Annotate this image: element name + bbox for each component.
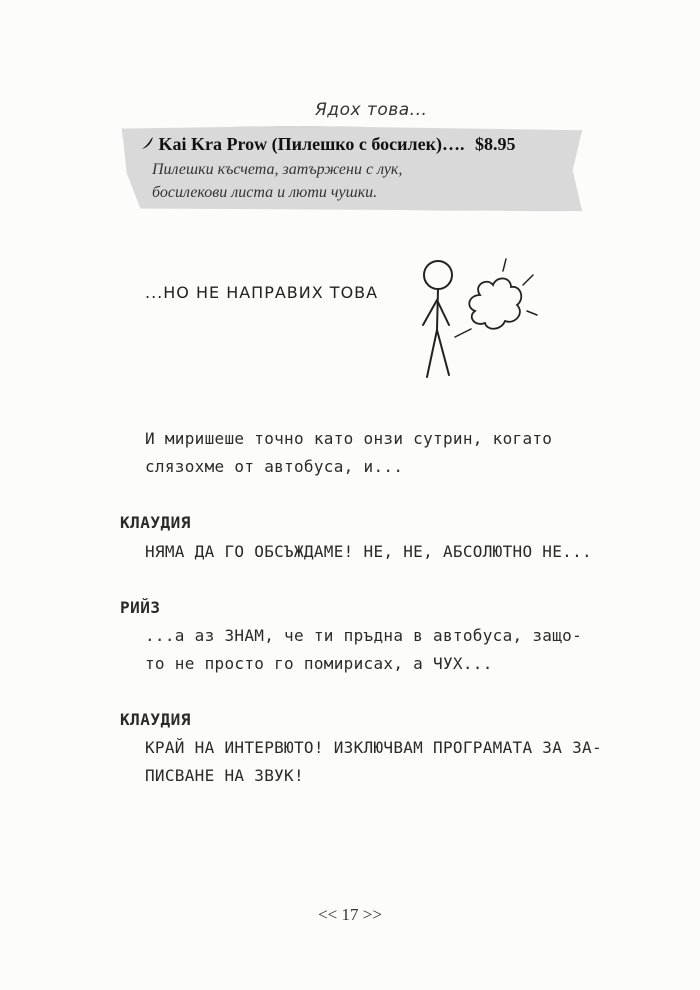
menu-item-title-row bbox=[140, 134, 516, 155]
chili-pepper-icon bbox=[140, 134, 154, 155]
menu-item-description bbox=[152, 158, 482, 204]
dialogue-line: ...а аз ЗНАМ, че ти пръдна в автобуса, защо- bbox=[145, 626, 583, 645]
menu-item-price: $8.95 bbox=[475, 134, 516, 154]
intro-line: слязохме от автобуса, и... bbox=[145, 457, 404, 476]
speaker-claudia-2: КЛАУДИЯ bbox=[120, 710, 191, 729]
dialogue-claudia-2 bbox=[145, 734, 602, 790]
page-number: << 17 >> bbox=[318, 905, 382, 924]
dialogue-claudia-1 bbox=[145, 538, 592, 566]
menu-description-line: босилекови листа и люти чушки. bbox=[152, 184, 378, 201]
intro-line: И миришеше точно като онзи сутрин, когато bbox=[145, 429, 553, 448]
speaker-riyz: РИЙЗ bbox=[120, 598, 161, 617]
intro-paragraph bbox=[145, 425, 552, 481]
menu-item-title: Kai Kra Prow (Пилешко с босилек)…. bbox=[158, 134, 465, 154]
dialogue-line: НЯМА ДА ГО ОБСЪЖДАМЕ! НЕ, НЕ, АБСОЛЮТНО НЕ... bbox=[145, 542, 592, 561]
ate-heading: Ядох това... bbox=[315, 100, 428, 120]
stick-figure-fart-illustration bbox=[405, 255, 555, 385]
dialogue-riyz bbox=[145, 622, 582, 678]
speaker-claudia: КЛАУДИЯ bbox=[120, 513, 191, 532]
fart-lines bbox=[503, 259, 537, 315]
dialogue-line: ПИСВАНЕ НА ЗВУК! bbox=[145, 766, 304, 785]
didnt-heading: ...НО НЕ НАПРАВИХ ТОВА bbox=[145, 283, 379, 302]
stick-figure-body bbox=[437, 289, 438, 330]
fart-cloud bbox=[469, 278, 521, 328]
dialogue-line: КРАЙ НА ИНТЕРВЮТО! ИЗКЛЮЧВАМ ПРОГРАМАТА ЗА ЗА- bbox=[145, 738, 602, 757]
stick-figure-head bbox=[424, 261, 452, 289]
menu-description-line: Пилешки късчета, затържени с лук, bbox=[152, 161, 403, 178]
stick-figure-arms bbox=[423, 300, 449, 325]
stick-figure-legs bbox=[427, 330, 449, 377]
dialogue-line: то не просто го помирисах, а ЧУХ... bbox=[145, 654, 493, 673]
